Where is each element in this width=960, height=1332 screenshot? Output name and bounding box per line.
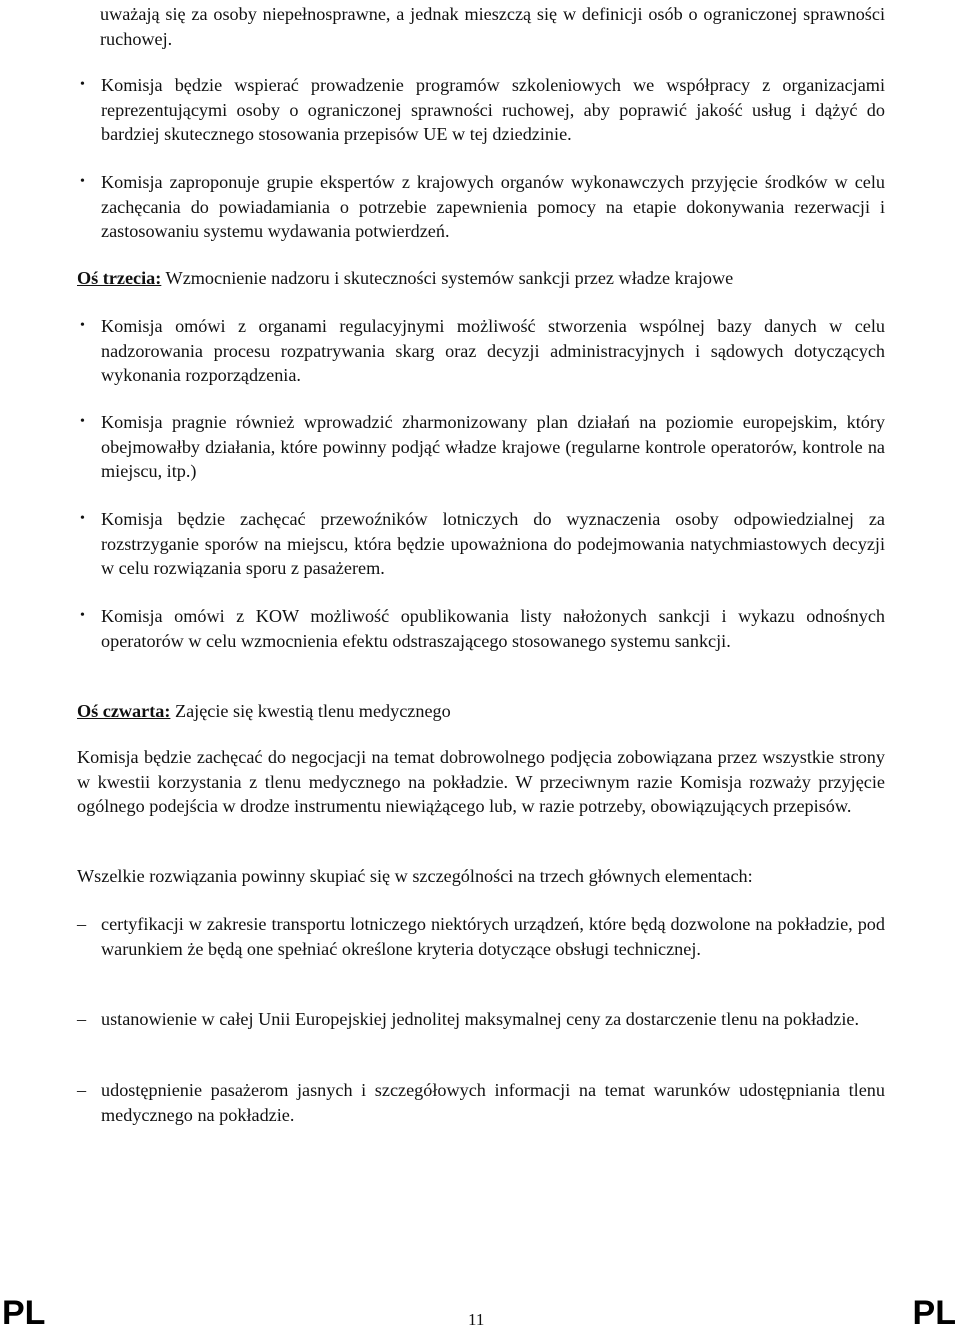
bullet-text: Komisja pragnie również wprowadzić zharmonizowany plan działań na poziomie europejskim, który obejmowałby działania, które powinny podjąć władze krajowe (regularne kontrole operatorów, kontrole na miejscu, itp.): [101, 412, 885, 482]
bullet-icon: •: [80, 511, 85, 526]
page-footer: [0, 1296, 960, 1330]
bullet-item-training: [77, 73, 885, 147]
dash-marker: –: [77, 914, 87, 934]
bullet-text: Komisja będzie zachęcać przewoźników lotniczych do wyznaczenia osoby odpowiedzialnej za rozstrzyganie sporów na miejscu, która będzie upoważniona do podejmowania natychmiastowych decyzji w celu rozwiązania sporu z pasażerem.: [101, 509, 885, 579]
bullet-icon: •: [80, 318, 85, 333]
bullet-icon: •: [80, 608, 85, 623]
bullet-icon: •: [80, 174, 85, 189]
bullet-icon: •: [80, 77, 85, 92]
language-code-right: PL: [912, 1294, 956, 1332]
bullet-item-carriers: [77, 507, 885, 581]
section-heading-text: Wzmocnienie nadzoru i skuteczności systemów sankcji przez władze krajowe: [161, 268, 734, 288]
dash-marker: –: [77, 1009, 87, 1029]
dash-item-max-price: [77, 1007, 885, 1032]
bullet-item-database: [77, 314, 885, 388]
bullet-item-experts: [77, 170, 885, 244]
language-code-left: PL: [2, 1294, 46, 1332]
bullet-item-action-plan: [77, 410, 885, 484]
bullet-text: Komisja zaproponuje grupie ekspertów z krajowych organów wykonawczych przyjęcie środków w celu zachęcania do powiadamiania o potrzebie zapewnienia pomocy na etapie dokonywania rezerwacji i zastosowaniu systemu wydawania potwierdzeń.: [101, 172, 885, 242]
oxygen-paragraph: Komisja będzie zachęcać do negocjacji na temat dobrowolnego podjęcia zobowiązana przez wszystkie strony w kwestii korzystania z tlenu medycznego na pokładzie. W przeciwnym razie Komisja rozważy przyjęcie ogólnego podejścia w drodze instrumentu niewiążącego lub, w razie potrzeby, obowiązujących przepisów.: [77, 747, 885, 817]
page-number: 11: [468, 1310, 485, 1329]
bullet-icon: •: [80, 414, 85, 429]
section-heading-axis-four: [77, 699, 885, 724]
bullet-text: Komisja będzie wspierać prowadzenie programów szkoleniowych we współpracy z organizacjami reprezentującymi osoby o ograniczonej sprawności ruchowej, aby poprawić jakość usług i dążyć do bardziej skutecznego stosowania przepisów UE w tej dziedzinie.: [101, 75, 885, 145]
section-heading-label: Oś czwarta:: [77, 701, 171, 721]
dash-item-certification: [77, 912, 885, 961]
section-heading-axis-three: [77, 266, 885, 291]
dash-marker: –: [77, 1080, 87, 1100]
continued-paragraph: uważają się za osoby niepełnosprawne, a jednak mieszczą się w definicji osób o ograniczonej sprawności ruchowej.: [100, 4, 885, 49]
section-heading-label: Oś trzecia:: [77, 268, 162, 288]
section-heading-text: Zajęcie się kwestią tlenu medycznego: [170, 701, 451, 721]
bullet-text: Komisja omówi z organami regulacyjnymi możliwość stworzenia wspólnej bazy danych w celu nadzorowania procesu rozpatrywania skarg oraz decyzji administracyjnych i sądowych dotyczących wykonania rozporządzenia.: [101, 316, 885, 386]
dash-text: ustanowienie w całej Unii Europejskiej jednolitej maksymalnej ceny za dostarczenie tlenu na pokładzie.: [101, 1009, 860, 1029]
dash-item-information: [77, 1078, 885, 1127]
dash-text: udostępnienie pasażerom jasnych i szczegółowych informacji na temat warunków udostępniania tlenu medycznego na pokładzie.: [101, 1080, 885, 1125]
bullet-text: Komisja omówi z KOW możliwość opublikowania listy nałożonych sankcji i wykazu odnośnych operatorów w celu wzmocnienia efektu odstraszającego stosowanego systemu sankcji.: [101, 606, 885, 651]
elements-intro-paragraph: Wszelkie rozwiązania powinny skupiać się w szczególności na trzech głównych elementach:: [77, 866, 753, 886]
bullet-item-sanctions: [77, 604, 885, 653]
dash-text: certyfikacji w zakresie transportu lotniczego niektórych urządzeń, które będą dozwolone na pokładzie, pod warunkiem że będą one spełniać określone kryteria dotyczące obsługi technicznej.: [101, 914, 885, 959]
